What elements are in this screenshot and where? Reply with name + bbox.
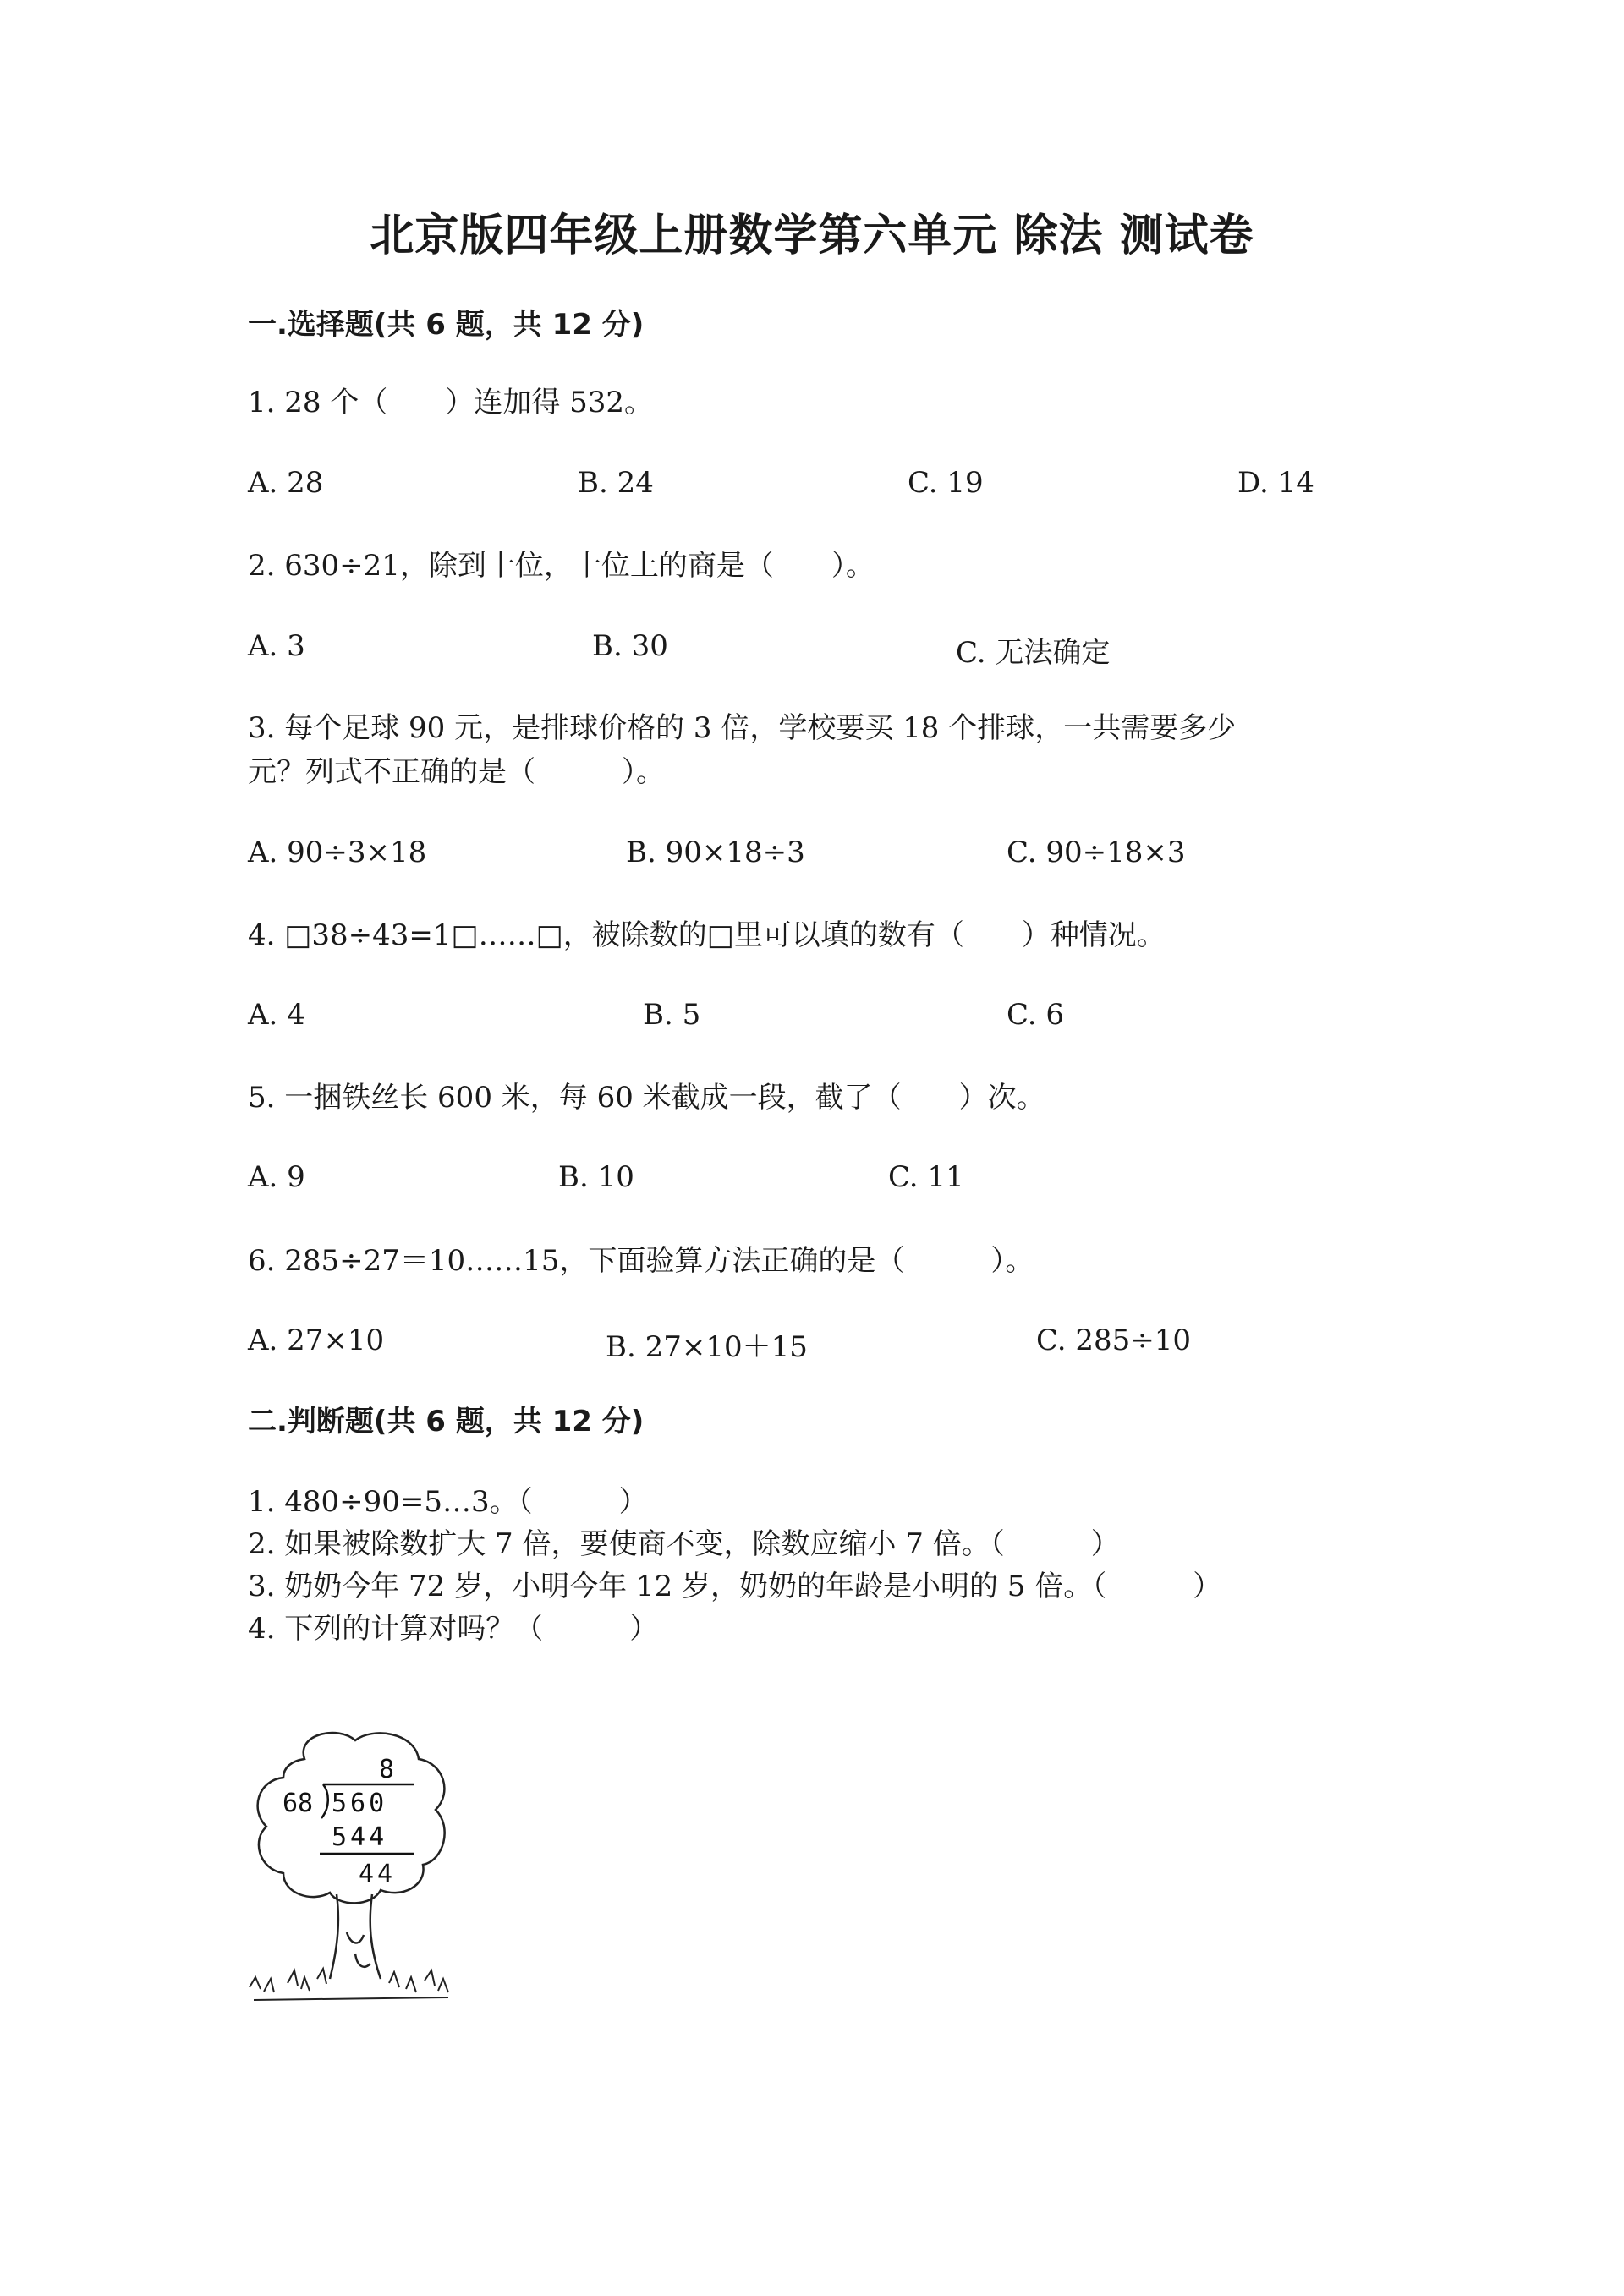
tf-question-1: 1. 480÷90=5…3。（ ） [248,1485,648,1519]
q6-option-c: C. 285÷10 [1036,1323,1192,1357]
section-heading-true-false: 二.判断题(共 6 题，共 12 分) [248,1405,645,1438]
question-6: 6. 285÷27＝10……15，下面验算方法正确的是（ ）。 [248,1244,1034,1278]
division-divisor: 68 [283,1789,314,1818]
q3-option-c: C. 90÷18×3 [1007,836,1186,869]
division-quotient: 8 [379,1755,395,1784]
q2-option-a: A. 3 [248,629,305,663]
question-4: 4. □38÷43=1□……□，被除数的□里可以填的数有（ ）种情况。 [248,918,1166,952]
tf-question-2: 2. 如果被除数扩大 7 倍，要使商不变，除数应缩小 7 倍。（ ） [248,1527,1120,1561]
page-title: 北京版四年级上册数学第六单元 除法 测试卷 [370,211,1254,261]
division-remainder: 44 [359,1860,397,1889]
question-3-line1: 3. 每个足球 90 元，是排球价格的 3 倍，学校要买 18 个排球，一共需要多少 [248,711,1237,745]
question-1: 1. 28 个（ ）连加得 532。 [248,386,654,419]
tf-question-4: 4. 下列的计算对吗？（ ） [248,1612,659,1646]
q4-option-b: B. 5 [643,998,701,1032]
q3-option-b: B. 90×18÷3 [626,836,805,869]
tf-question-3: 3. 奶奶今年 72 岁，小明今年 12 岁，奶奶的年龄是小明的 5 倍。（ ） [248,1570,1222,1603]
section-heading-choice: 一.选择题(共 6 题，共 12 分) [248,308,645,342]
division-product: 544 [332,1822,388,1852]
question-3-line2: 元？列式不正确的是（ ）。 [248,755,665,789]
q1-option-c: C. 19 [908,466,984,500]
q6-option-a: A. 27×10 [248,1323,385,1357]
q5-option-c: C. 11 [888,1160,964,1194]
q4-option-c: C. 6 [1007,998,1065,1032]
q2-option-b: B. 30 [592,629,668,663]
q1-option-d: D. 14 [1237,466,1314,500]
division-dividend: 560 [332,1789,388,1818]
q5-option-a: A. 9 [248,1160,305,1194]
question-2: 2. 630÷21，除到十位，十位上的商是（ ）。 [248,549,875,583]
division-tree-illustration [245,1725,457,2030]
q5-option-b: B. 10 [558,1160,634,1194]
question-5: 5. 一捆铁丝长 600 米，每 60 米截成一段，截了（ ）次。 [248,1081,1045,1115]
q2-option-c: C. 无法确定 [956,636,1111,670]
q1-option-b: B. 24 [578,466,654,500]
tree-trunk [330,1894,381,1979]
grass [250,1969,448,2000]
q1-option-a: A. 28 [248,466,324,500]
q4-option-a: A. 4 [248,998,305,1032]
q6-option-b: B. 27×10＋15 [606,1330,808,1364]
q3-option-a: A. 90÷3×18 [248,836,427,869]
